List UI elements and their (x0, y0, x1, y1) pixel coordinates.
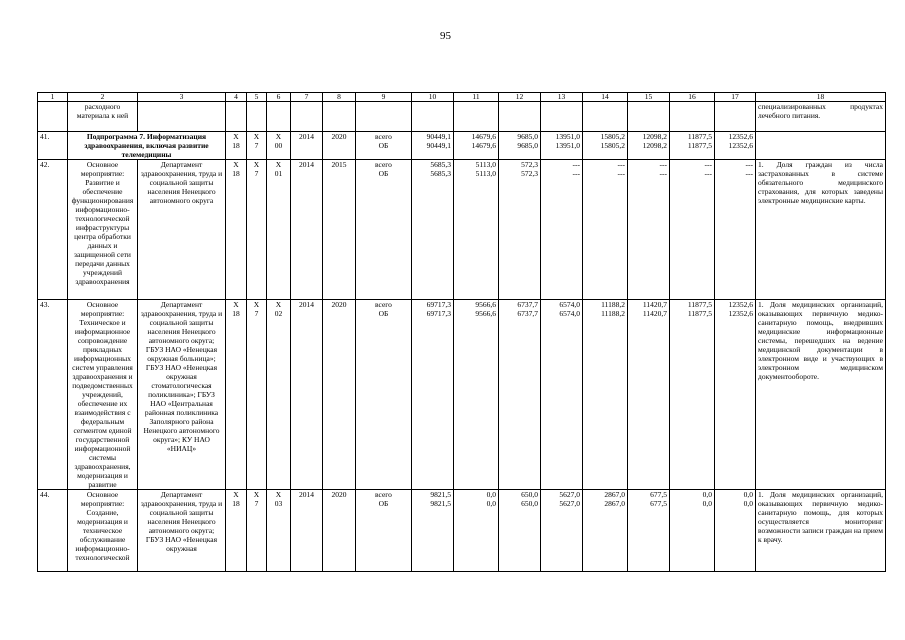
measure-name: Основное мероприятие: Создание, модернизация и техническое обслуживание информационно-технологической (68, 490, 138, 572)
amount-col15-value: 11420,7 (642, 309, 667, 318)
table-row (38, 132, 886, 160)
amount-col15 (628, 102, 670, 132)
table-row (38, 490, 886, 572)
funding-source-value: ОБ (378, 141, 389, 150)
amount-col15 (628, 490, 670, 572)
amount-col14-value: 15805,2 (600, 141, 625, 150)
amount-col14-value: 11188,2 (601, 309, 625, 318)
program-table (37, 92, 886, 572)
column-number: 10 (412, 93, 454, 102)
column-number: 12 (499, 93, 541, 102)
code-col5 (247, 132, 267, 160)
table-row (38, 300, 886, 490)
code-col4-value: X (233, 300, 239, 309)
funding-source (356, 102, 412, 132)
amount-col16-value: 11877,5 (687, 300, 712, 309)
measure-name: расходного материала к ней (68, 102, 138, 132)
code-col6-value: X (275, 132, 282, 141)
code-col6-value: 00 (274, 141, 283, 150)
amount-col16-value (672, 102, 712, 111)
measure-name: Основное мероприятие: Развитие и обеспечение функционирования информационно-технологической инфраструктуры центра обработки данных и защищенной сети передачи данных учреждений здравоохранения (68, 160, 138, 300)
amount-col10 (412, 300, 454, 490)
code-col4-value: 18 (232, 141, 240, 150)
code-col4 (226, 490, 247, 572)
amount-col17-value: --- (745, 160, 753, 169)
code-col5-value: X (253, 160, 260, 169)
amount-col13-value (543, 102, 580, 111)
amount-col11-value: 0,0 (486, 490, 496, 499)
measure-name: Подпрограмма 7. Информатизация здравоохранения, включая развитие телемедицины (68, 132, 226, 160)
amount-col15-value (630, 111, 667, 120)
amount-col13-value: 5627,0 (559, 499, 580, 508)
column-number: 11 (454, 93, 499, 102)
amount-col12-value (501, 102, 538, 111)
amount-col12 (499, 300, 541, 490)
code-col6-value: 01 (274, 169, 283, 178)
amount-col10-value: 69717,3 (426, 300, 451, 309)
amount-col15 (628, 132, 670, 160)
row-number: 41. (38, 132, 68, 160)
code-col5-value: 7 (254, 141, 259, 150)
amount-col16-value: 11877,5 (687, 132, 712, 141)
amount-col17-value: --- (745, 169, 753, 178)
amount-col10-value: 9821,5 (430, 490, 451, 499)
code-col6-value: 03 (274, 499, 283, 508)
code-col6 (267, 300, 291, 490)
amount-col11-value: 9566,6 (475, 300, 496, 309)
amount-col14-value: 2867,0 (604, 490, 625, 499)
amount-col11-value: 0,0 (486, 499, 496, 508)
code-col4-value: X (233, 132, 239, 141)
code-col6-value (269, 102, 288, 111)
code-col5-value: X (253, 490, 260, 499)
amount-col16-value: 11877,5 (687, 141, 712, 150)
executor: Департамент здравоохранения, труда и социальной защиты населения Ненецкого автономного округа; ГБУЗ НАО «Ненецкая окружная (138, 490, 226, 572)
amount-col13-value: --- (572, 160, 580, 169)
amount-col15-value: --- (659, 169, 667, 178)
column-number: 14 (583, 93, 628, 102)
funding-source (356, 160, 412, 300)
amount-col15-value: --- (659, 160, 667, 169)
amount-col12-value: 572,3 (521, 160, 538, 169)
amount-col17 (715, 490, 756, 572)
column-number: 8 (323, 93, 356, 102)
amount-col12-value: 650,0 (521, 499, 538, 508)
amount-col16 (670, 490, 715, 572)
start-year: 2014 (291, 490, 323, 572)
amount-col17 (715, 132, 756, 160)
executor: Департамент здравоохранения, труда и социальной защиты населения Ненецкого автономного округа; ГБУЗ НАО «Ненецкая окружная больница»; ГБУЗ НАО «Ненецкая окружная стоматологическая поликлиника»; ГБУЗ НАО «Центральная районная поликлиника Заполярного района Ненецкого автономного округа»; КУ НАО «НИАЦ» (138, 300, 226, 490)
funding-source-value: ОБ (378, 169, 389, 178)
amount-col10 (412, 132, 454, 160)
amount-col10-value: 90449,1 (426, 141, 451, 150)
amount-col14 (583, 160, 628, 300)
amount-col14 (583, 300, 628, 490)
amount-col16 (670, 132, 715, 160)
amount-col13-value: --- (572, 169, 580, 178)
code-col4 (226, 102, 247, 132)
amount-col12 (499, 160, 541, 300)
amount-col17 (715, 160, 756, 300)
column-number: 5 (247, 93, 267, 102)
end-year: 2020 (323, 300, 356, 490)
amount-col12-value: 6737,7 (517, 309, 538, 318)
amount-col17 (715, 102, 756, 132)
code-col4 (226, 300, 247, 490)
indicator: специализированных продуктах лечебного питания. (756, 102, 886, 132)
amount-col10-value: 5685,3 (430, 169, 451, 178)
amount-col14-value (585, 111, 625, 120)
amount-col11-value: 14679,6 (471, 141, 496, 150)
code-col6-value: X (275, 300, 282, 309)
code-col5-value (249, 102, 264, 111)
amount-col16-value: 11877,5 (687, 309, 712, 318)
amount-col14 (583, 102, 628, 132)
column-number: 3 (138, 93, 226, 102)
amount-col11 (454, 102, 499, 132)
amount-col11-value: 5113,0 (475, 160, 496, 169)
indicator: 1. Доля медицинских организаций, оказывающих первичную медико-санитарную помощь, внедривших медицинские информационные системы, перешедших на ведение медицинской документации в электронном виде и участвующих в электронном медицинском документообороте. (756, 300, 886, 490)
amount-col17 (715, 300, 756, 490)
amount-col11 (454, 132, 499, 160)
amount-col17-value (717, 111, 753, 120)
code-col6-value: 02 (274, 309, 283, 318)
amount-col14-value: 11188,2 (601, 300, 625, 309)
row-number: 43. (38, 300, 68, 490)
column-number: 7 (291, 93, 323, 102)
code-col6 (267, 102, 291, 132)
amount-col15 (628, 300, 670, 490)
amount-col10-value: 90449,1 (426, 132, 451, 141)
row-number: 44. (38, 490, 68, 572)
amount-col13 (541, 160, 583, 300)
amount-col16-value: --- (704, 160, 712, 169)
amount-col11-value: 5113,0 (475, 169, 496, 178)
funding-source-value (358, 111, 409, 120)
amount-col13 (541, 300, 583, 490)
amount-col16-value (672, 111, 712, 120)
indicator: 1. Доля граждан из числа застрахованных в системе обязательного медицинского страхования, для которых заведены электронные медицинские карты. (756, 160, 886, 300)
executor: Департамент здравоохранения, труда и социальной защиты населения Ненецкого автономного округа (138, 160, 226, 300)
amount-col17-value: 0,0 (743, 499, 753, 508)
code-col6 (267, 160, 291, 300)
amount-col17-value: 12352,6 (728, 132, 753, 141)
amount-col12-value: 6737,7 (517, 300, 538, 309)
amount-col14-value: --- (617, 160, 625, 169)
code-col5-value: X (253, 300, 260, 309)
column-number: 15 (628, 93, 670, 102)
code-col4-value: 18 (232, 309, 240, 318)
code-col5-value: 7 (254, 499, 259, 508)
amount-col11-value (456, 102, 496, 111)
code-col4-value: 18 (232, 499, 240, 508)
amount-col13-value: 13951,0 (555, 141, 580, 150)
code-col4 (226, 160, 247, 300)
end-year: 2020 (323, 490, 356, 572)
amount-col13-value (543, 111, 580, 120)
funding-source-value: ОБ (378, 499, 389, 508)
start-year: 2014 (291, 132, 323, 160)
code-col4-value (228, 111, 244, 120)
amount-col12-value: 650,0 (521, 490, 538, 499)
code-col6-value: X (275, 160, 282, 169)
start-year (291, 102, 323, 132)
amount-col10-value: 69717,3 (426, 309, 451, 318)
amount-col17-value: 0,0 (743, 490, 753, 499)
start-year: 2014 (291, 160, 323, 300)
column-number: 17 (715, 93, 756, 102)
measure-name: Основное мероприятие: Техническое и информационное сопровождение прикладных информационных систем управления здравоохранения и подведомственных учреждений, обеспечение их взаимодействия с федеральным сегментом единой государственной информационной системы здравоохранения, модернизация и развитие (68, 300, 138, 490)
code-col6 (267, 132, 291, 160)
amount-col14 (583, 132, 628, 160)
code-col5 (247, 490, 267, 572)
amount-col14-value: 15805,2 (600, 132, 625, 141)
column-number: 18 (756, 93, 886, 102)
amount-col11 (454, 300, 499, 490)
amount-col13-value: 6574,0 (559, 309, 580, 318)
amount-col15-value: 12098,2 (642, 132, 667, 141)
code-col5-value (249, 111, 264, 120)
amount-col13-value: 13951,0 (555, 132, 580, 141)
funding-source (356, 300, 412, 490)
end-year (323, 102, 356, 132)
amount-col17-value: 12352,6 (728, 309, 753, 318)
column-number: 4 (226, 93, 247, 102)
amount-col12-value (501, 111, 538, 120)
code-col5-value: 7 (254, 309, 259, 318)
amount-col14-value: 2867,0 (604, 499, 625, 508)
amount-col13 (541, 132, 583, 160)
amount-col16-value: 0,0 (702, 490, 712, 499)
amount-col12-value: 572,3 (521, 169, 538, 178)
column-number: 1 (38, 93, 68, 102)
amount-col13 (541, 102, 583, 132)
amount-col10 (412, 490, 454, 572)
amount-col11-value: 9566,6 (475, 309, 496, 318)
funding-source (356, 132, 412, 160)
amount-col13 (541, 490, 583, 572)
funding-source-value: всего (375, 132, 392, 141)
amount-col15-value: 677,5 (650, 490, 667, 499)
funding-source (356, 490, 412, 572)
code-col4-value: X (233, 490, 239, 499)
amount-col10-value (414, 111, 451, 120)
amount-col12-value: 9685,0 (517, 132, 538, 141)
row-number (38, 102, 68, 132)
column-number: 6 (267, 93, 291, 102)
amount-col17-value: 12352,6 (728, 141, 753, 150)
amount-col10-value: 5685,3 (430, 160, 451, 169)
amount-col16 (670, 160, 715, 300)
code-col4-value (228, 102, 244, 111)
amount-col10-value (414, 102, 451, 111)
amount-col16-value: --- (704, 169, 712, 178)
amount-col16-value: 0,0 (702, 499, 712, 508)
amount-col15-value (630, 102, 667, 111)
amount-col15-value: 11420,7 (642, 300, 667, 309)
amount-col13-value: 6574,0 (559, 300, 580, 309)
code-col5-value: X (253, 132, 260, 141)
amount-col10 (412, 102, 454, 132)
amount-col10 (412, 160, 454, 300)
amount-col11-value: 14679,6 (471, 132, 496, 141)
amount-col15-value: 12098,2 (642, 141, 667, 150)
column-number: 13 (541, 93, 583, 102)
column-number: 16 (670, 93, 715, 102)
amount-col15-value: 677,5 (650, 499, 667, 508)
amount-col12 (499, 102, 541, 132)
column-number: 2 (68, 93, 138, 102)
indicator: 1. Доля медицинских организаций, оказывающих первичную медико-санитарную помощь, для которых осуществляется мониторинг возможности записи граждан на прием к врачу. (756, 490, 886, 572)
code-col5-value: 7 (254, 169, 259, 178)
funding-source-value: ОБ (378, 309, 389, 318)
amount-col12-value: 9685,0 (517, 141, 538, 150)
amount-col17-value (717, 102, 753, 111)
code-col6-value: X (275, 490, 282, 499)
column-number: 9 (356, 93, 412, 102)
code-col4-value: X (233, 160, 239, 169)
start-year: 2014 (291, 300, 323, 490)
amount-col17-value: 12352,6 (728, 300, 753, 309)
indicator (756, 132, 886, 160)
code-col5 (247, 102, 267, 132)
amount-col11 (454, 160, 499, 300)
executor (138, 102, 226, 132)
amount-col13-value: 5627,0 (559, 490, 580, 499)
table-row (38, 160, 886, 300)
amount-col14-value (585, 102, 625, 111)
funding-source-value: всего (375, 160, 392, 169)
code-col5 (247, 160, 267, 300)
funding-source-value (358, 102, 409, 111)
amount-col16 (670, 300, 715, 490)
end-year: 2015 (323, 160, 356, 300)
amount-col11-value (456, 111, 496, 120)
amount-col10-value: 9821,5 (430, 499, 451, 508)
code-col5 (247, 300, 267, 490)
amount-col16 (670, 102, 715, 132)
amount-col15 (628, 160, 670, 300)
amount-col12 (499, 490, 541, 572)
amount-col14-value: --- (617, 169, 625, 178)
page-number: 95 (440, 30, 451, 42)
code-col6-value (269, 111, 288, 120)
code-col4 (226, 132, 247, 160)
amount-col11 (454, 490, 499, 572)
funding-source-value: всего (375, 490, 392, 499)
table-row (38, 102, 886, 132)
row-number: 42. (38, 160, 68, 300)
column-number-row (38, 93, 886, 102)
code-col4-value: 18 (232, 169, 240, 178)
funding-source-value: всего (375, 300, 392, 309)
amount-col12 (499, 132, 541, 160)
code-col6 (267, 490, 291, 572)
amount-col14 (583, 490, 628, 572)
end-year: 2020 (323, 132, 356, 160)
